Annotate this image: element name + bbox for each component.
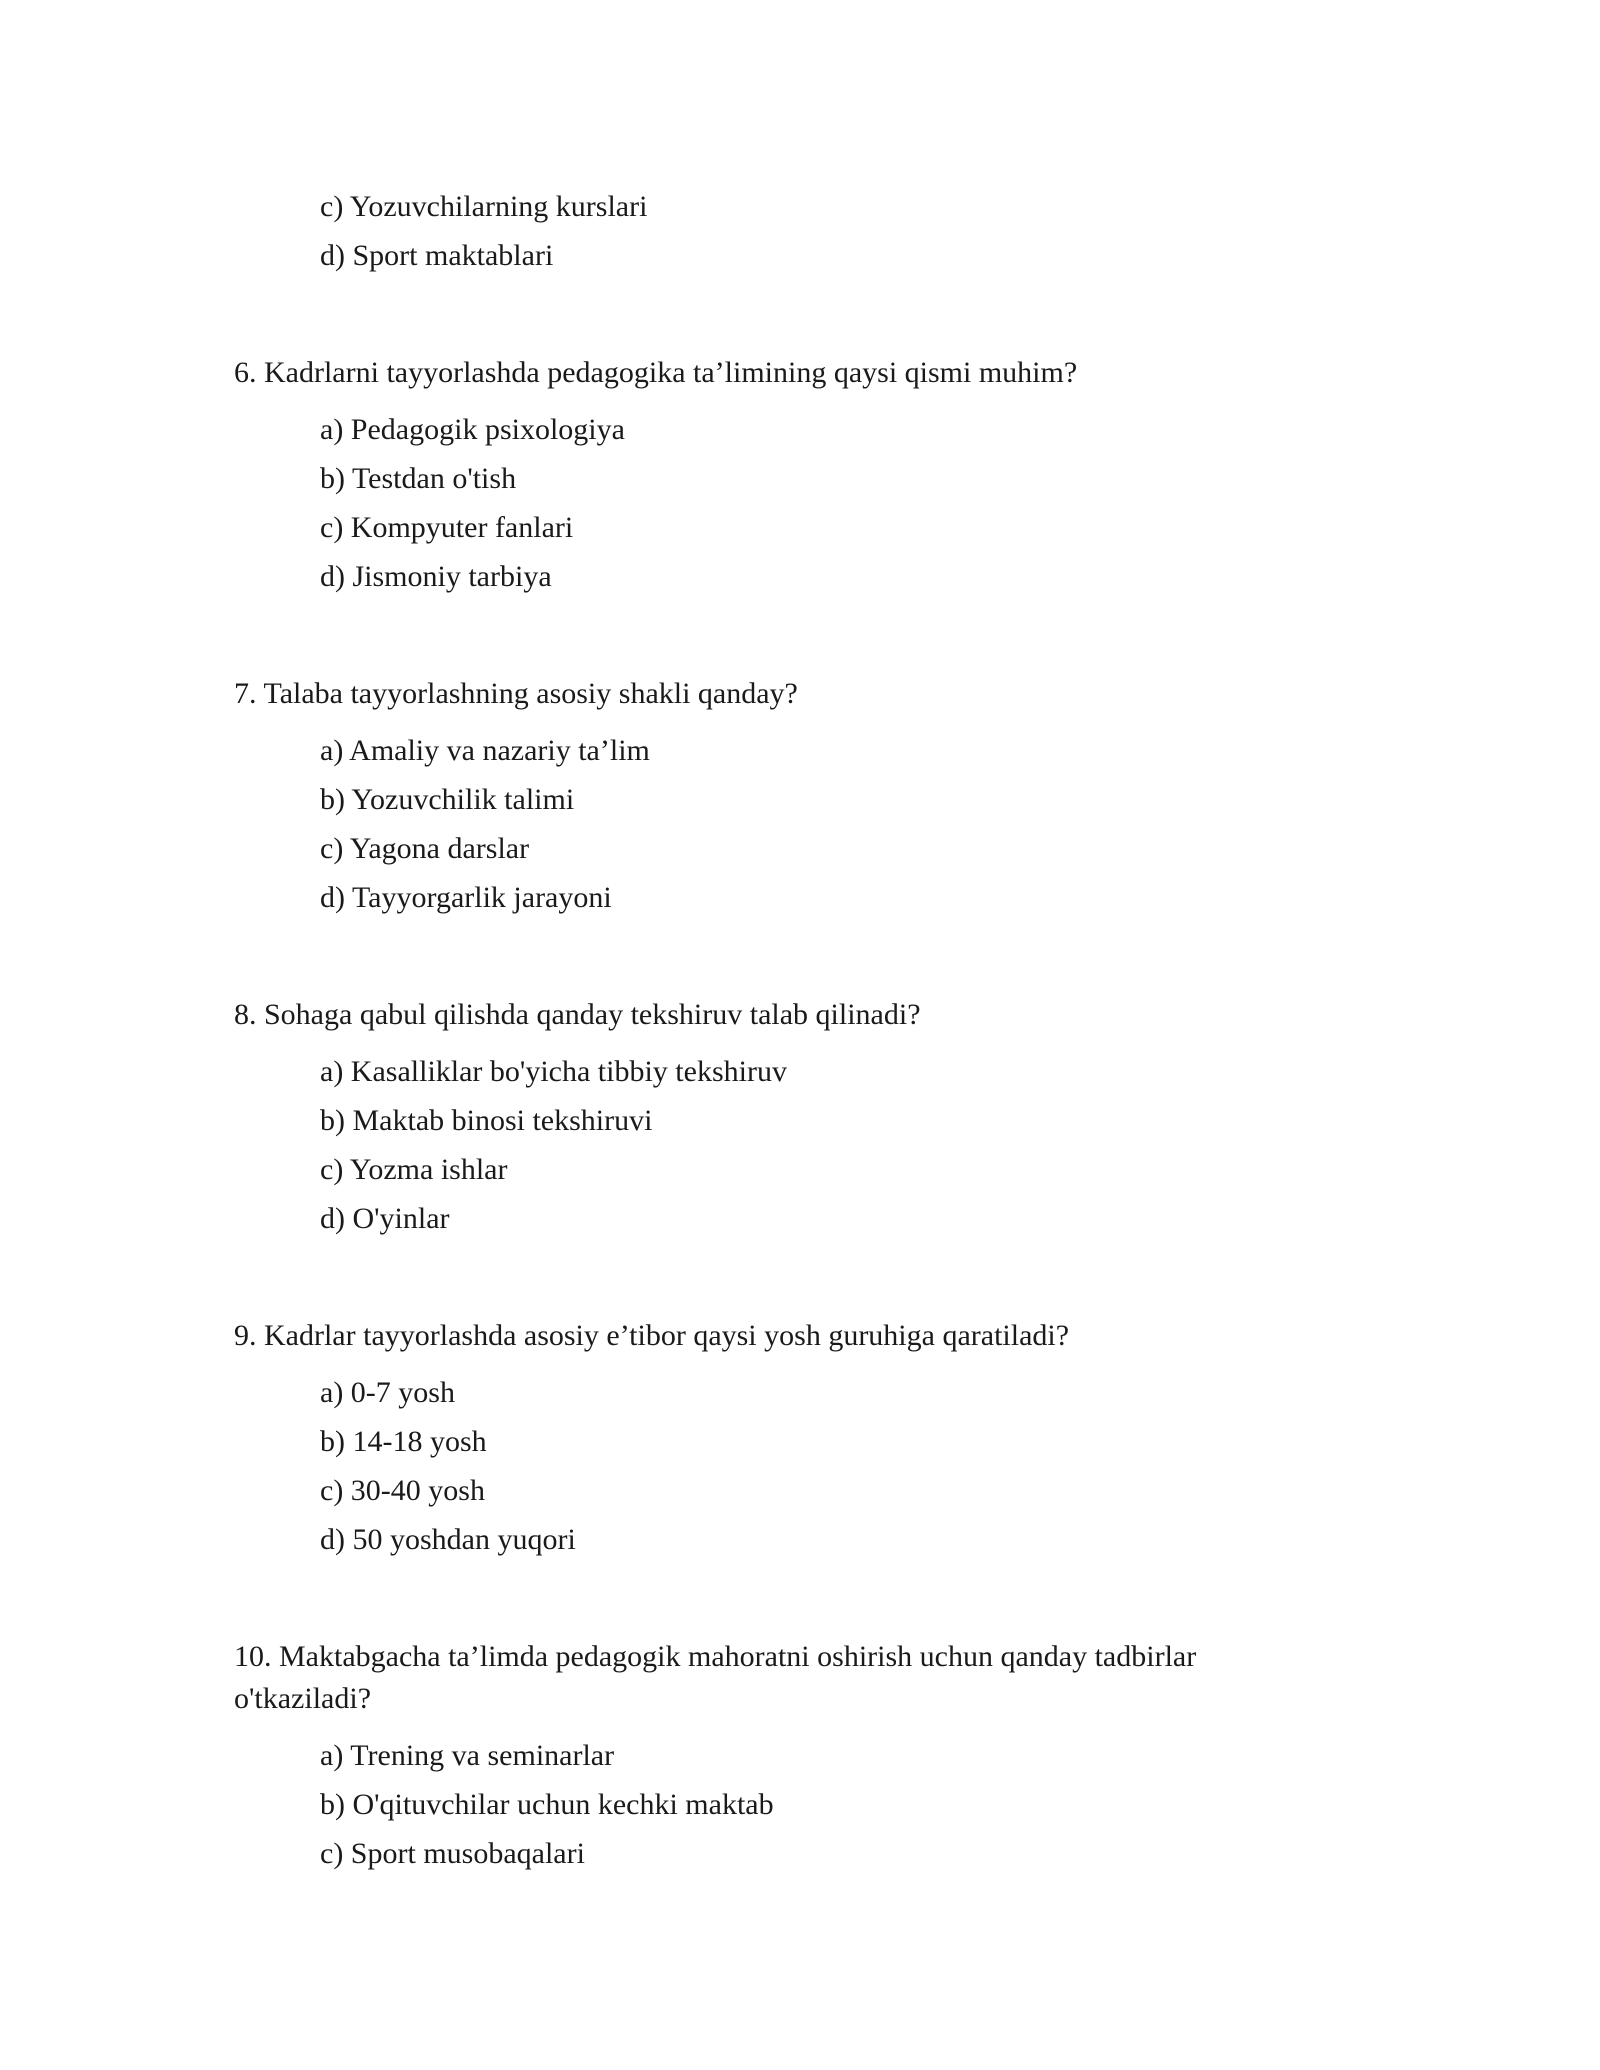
option-7c: c) Yagona darslar (320, 832, 530, 865)
option-8c: c) Yozma ishlar (320, 1153, 508, 1186)
option-5d: d) Sport maktablari (320, 239, 554, 272)
option-8b: b) Maktab binosi tekshiruvi (320, 1104, 653, 1137)
option-9a: a) 0-7 yosh (320, 1376, 455, 1409)
option-5c: c) Yozuvchilarning kurslari (320, 190, 648, 223)
option-6b: b) Testdan o'tish (320, 462, 517, 495)
option-8d: d) O'yinlar (320, 1202, 450, 1235)
option-8a: a) Kasalliklar bo'yicha tibbiy tekshiruv (320, 1055, 787, 1088)
option-6a: a) Pedagogik psixologiya (320, 413, 625, 446)
question-10: 10. Maktabgacha ta’limda pedagogik mahoratni oshirish uchun qanday tadbirlar o'tkaziladi? (234, 1640, 1197, 1715)
option-10c: c) Sport musobaqalari (320, 1837, 585, 1870)
option-7a: a) Amaliy va nazariy ta’lim (320, 734, 650, 767)
question-8: 8. Sohaga qabul qilishda qanday tekshiruv talab qilinadi? (234, 998, 921, 1031)
question-7: 7. Talaba tayyorlashning asosiy shakli qanday? (234, 677, 798, 710)
option-6d: d) Jismoniy tarbiya (320, 560, 552, 593)
option-9d: d) 50 yoshdan yuqori (320, 1523, 576, 1556)
option-9b: b) 14-18 yosh (320, 1425, 487, 1458)
question-6: 6. Kadrlarni tayyorlashda pedagogika ta’limining qaysi qismi muhim? (234, 356, 1078, 389)
option-10a: a) Trening va seminarlar (320, 1739, 615, 1772)
question-9: 9. Kadrlar tayyorlashda asosiy e’tibor qaysi yosh guruhiga qaratiladi? (234, 1319, 1070, 1352)
option-7b: b) Yozuvchilik talimi (320, 783, 575, 816)
option-9c: c) 30-40 yosh (320, 1474, 485, 1507)
option-6c: c) Kompyuter fanlari (320, 511, 574, 544)
option-10b: b) O'qituvchilar uchun kechki maktab (320, 1788, 774, 1821)
option-7d: d) Tayyorgarlik jarayoni (320, 881, 612, 914)
